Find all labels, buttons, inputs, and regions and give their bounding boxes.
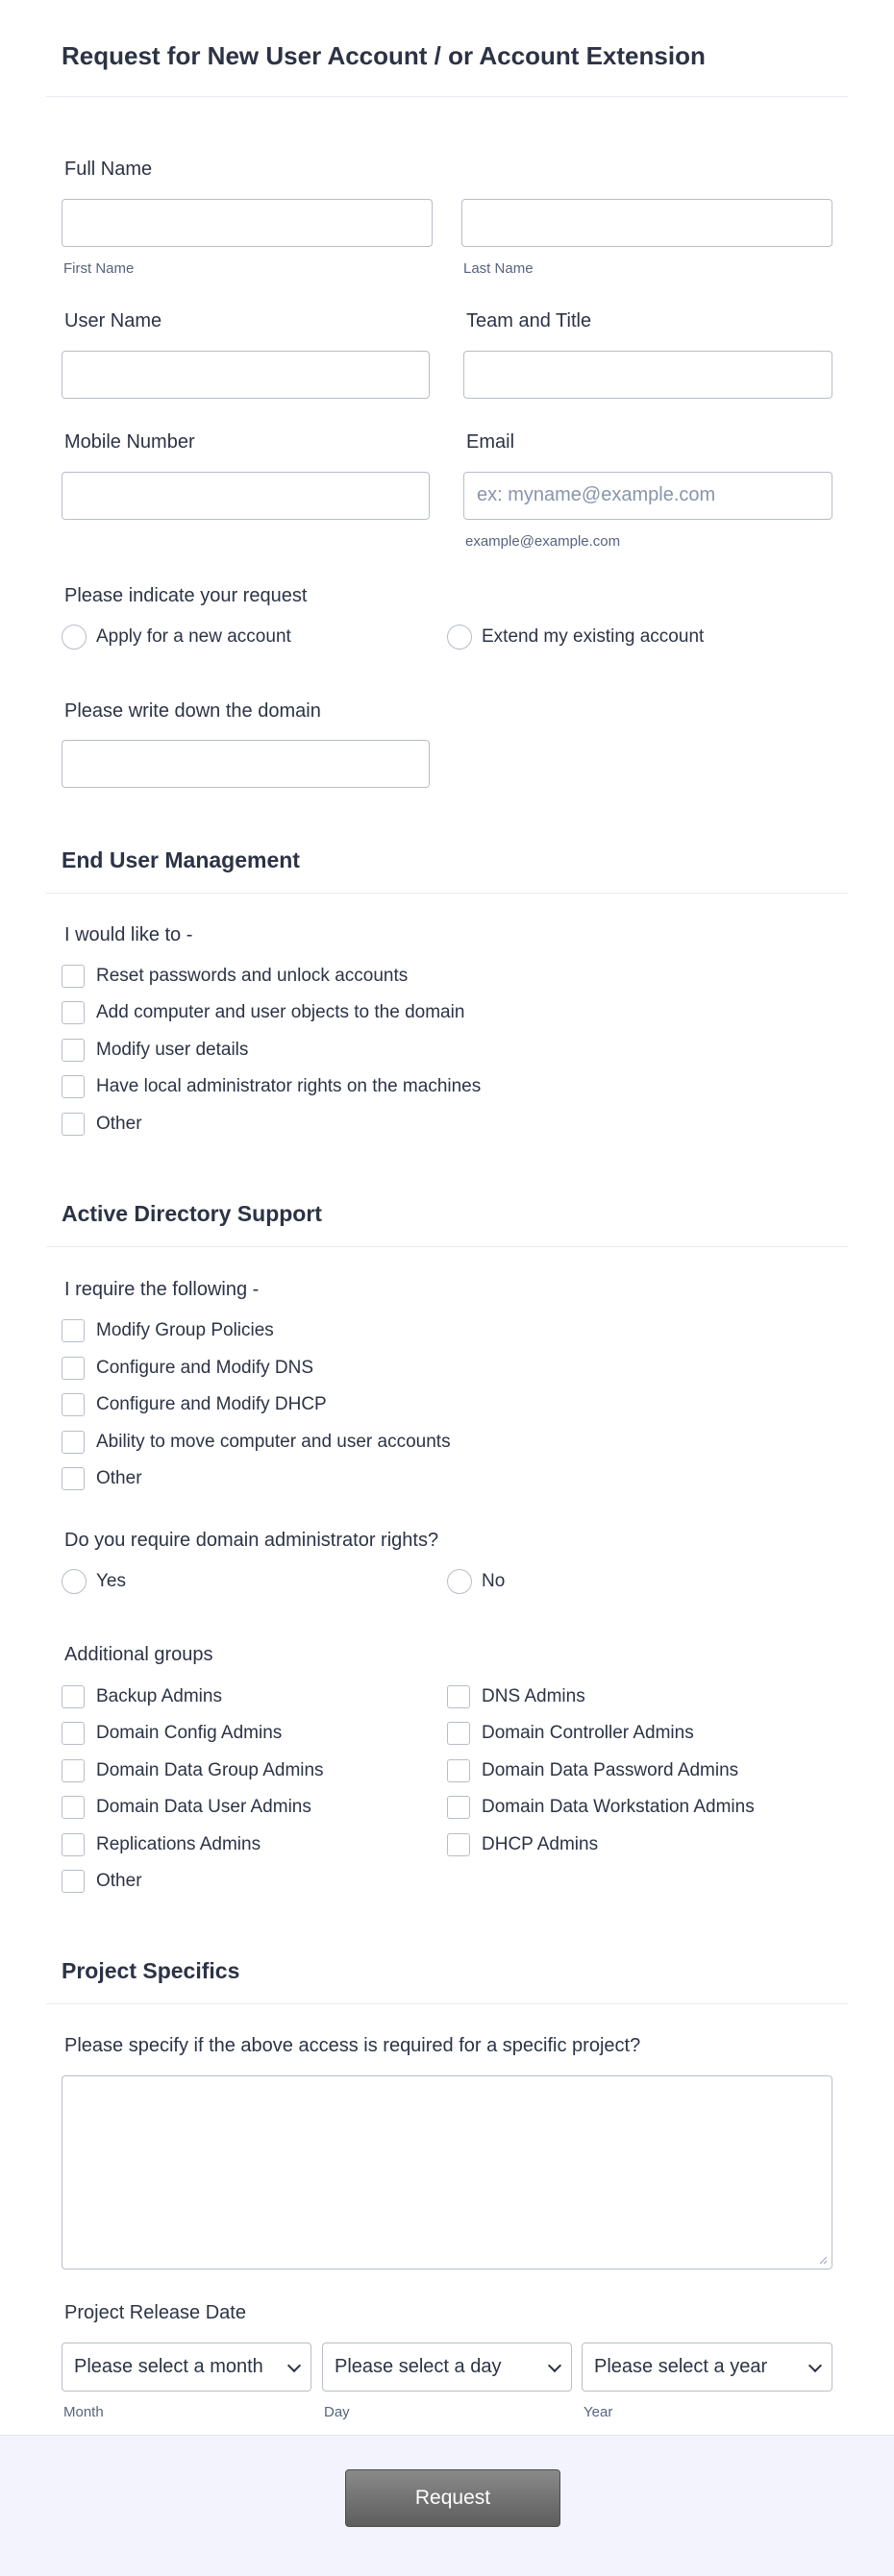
checkbox-box[interactable]	[62, 1431, 85, 1454]
section-active-directory-title: Active Directory Support	[62, 1201, 322, 1226]
checkbox-box[interactable]	[447, 1833, 470, 1856]
chevron-down-icon	[808, 2359, 822, 2372]
first-name-sublabel: First Name	[63, 260, 135, 277]
checkbox-end-user-other[interactable]	[62, 1111, 142, 1138]
checkbox-box[interactable]	[62, 1001, 85, 1024]
project-access-textarea[interactable]	[62, 2075, 832, 2269]
checkbox-box[interactable]	[62, 1833, 85, 1856]
day-select-value: Please select a day	[335, 2356, 502, 2377]
additional-groups-label: Additional groups	[64, 1644, 213, 1665]
checkbox-box[interactable]	[62, 1393, 85, 1416]
domain-label: Please write down the domain	[64, 700, 321, 722]
checkbox-box[interactable]	[62, 1467, 85, 1490]
checkbox-label: Domain Data Group Admins	[96, 1760, 324, 1780]
radio-circle[interactable]	[62, 625, 87, 650]
mobile-number-input[interactable]	[62, 472, 430, 520]
team-title-input[interactable]	[463, 351, 832, 399]
resize-handle-icon[interactable]	[818, 2255, 828, 2265]
checkbox-box[interactable]	[62, 1722, 85, 1745]
request-type-label: Please indicate your request	[64, 585, 308, 606]
checkbox-label: DNS Admins	[482, 1686, 585, 1706]
radio-yes[interactable]	[62, 1568, 126, 1595]
checkbox-domain-data-group-admins[interactable]	[62, 1757, 324, 1784]
ad-requires-label: I require the following -	[64, 1279, 260, 1300]
checkbox-label: Modify Group Policies	[96, 1320, 274, 1340]
checkbox-label: Backup Admins	[96, 1686, 222, 1706]
checkbox-domain-data-workstation-admins[interactable]	[447, 1794, 755, 1821]
checkbox-label: Configure and Modify DNS	[96, 1358, 313, 1378]
radio-label: No	[482, 1571, 506, 1591]
chevron-down-icon	[548, 2359, 561, 2372]
checkbox-label: Other	[96, 1871, 142, 1891]
year-sublabel: Year	[584, 2404, 613, 2420]
checkbox-label: Other	[96, 1468, 142, 1488]
last-name-input[interactable]	[461, 199, 832, 247]
checkbox-label: Replications Admins	[96, 1834, 261, 1854]
email-label: Email	[466, 431, 515, 453]
month-sublabel: Month	[63, 2404, 104, 2420]
domain-admin-label: Do you require domain administrator rights?	[64, 1530, 439, 1551]
checkbox-box[interactable]	[447, 1685, 470, 1708]
release-date-label: Project Release Date	[64, 2302, 246, 2323]
checkbox-dhcp-admins[interactable]	[447, 1831, 598, 1858]
checkbox-label: Modify user details	[96, 1040, 249, 1060]
checkbox-dhcp[interactable]	[62, 1391, 327, 1418]
checkbox-box[interactable]	[62, 965, 85, 988]
checkbox-box[interactable]	[62, 1075, 85, 1098]
checkbox-box[interactable]	[62, 1113, 85, 1136]
radio-circle[interactable]	[447, 625, 472, 650]
checkbox-group-policies[interactable]	[62, 1317, 274, 1344]
checkbox-box[interactable]	[62, 1357, 85, 1380]
team-title-label: Team and Title	[466, 310, 592, 331]
day-select[interactable]	[322, 2343, 572, 2392]
month-select[interactable]	[62, 2343, 311, 2392]
checkbox-label: Configure and Modify DHCP	[96, 1394, 327, 1414]
checkbox-label: DHCP Admins	[482, 1834, 599, 1854]
checkbox-label: Domain Config Admins	[96, 1723, 283, 1743]
checkbox-box[interactable]	[447, 1722, 470, 1745]
section-divider	[46, 1246, 848, 1247]
chevron-down-icon	[287, 2359, 301, 2372]
checkbox-label: Have local administrator rights on the machines	[96, 1076, 482, 1096]
checkbox-domain-config-admins[interactable]	[62, 1720, 282, 1747]
checkbox-label: Other	[96, 1114, 142, 1134]
checkbox-local-admin[interactable]	[62, 1073, 481, 1100]
radio-label: Yes	[96, 1571, 126, 1591]
section-divider	[46, 893, 848, 894]
checkbox-box[interactable]	[62, 1039, 85, 1062]
radio-extend-account[interactable]	[447, 624, 704, 650]
form-title: Request for New User Account / or Account Extension	[62, 41, 706, 70]
checkbox-box[interactable]	[62, 1870, 85, 1893]
checkbox-domain-controller-admins[interactable]	[447, 1720, 694, 1747]
checkbox-modify-user[interactable]	[62, 1037, 248, 1064]
checkbox-box[interactable]	[447, 1759, 470, 1782]
email-input[interactable]: ex: myname@example.com	[463, 472, 832, 520]
checkbox-box[interactable]	[447, 1796, 470, 1819]
checkbox-label: Domain Data Password Admins	[482, 1760, 739, 1780]
end-user-label: I would like to -	[64, 924, 193, 945]
radio-circle[interactable]	[447, 1569, 472, 1594]
last-name-sublabel: Last Name	[463, 260, 534, 277]
checkbox-label: Domain Data User Admins	[96, 1797, 311, 1817]
checkbox-domain-data-password-admins[interactable]	[447, 1757, 738, 1784]
checkbox-box[interactable]	[62, 1759, 85, 1782]
checkbox-label: Reset passwords and unlock accounts	[96, 966, 409, 986]
month-select-value: Please select a month	[74, 2356, 263, 2377]
checkbox-label: Domain Controller Admins	[482, 1723, 694, 1743]
checkbox-ad-other[interactable]	[62, 1465, 142, 1492]
checkbox-dns-admins[interactable]	[447, 1683, 585, 1710]
project-access-label: Please specify if the above access is required for a specific project?	[64, 2035, 641, 2056]
checkbox-dns[interactable]	[62, 1355, 313, 1382]
day-sublabel: Day	[324, 2404, 350, 2420]
radio-label: Apply for a new account	[96, 626, 291, 647]
checkbox-move-accounts[interactable]	[62, 1429, 451, 1456]
radio-label: Extend my existing account	[482, 626, 705, 647]
request-button[interactable]: Request	[345, 2469, 560, 2527]
radio-circle[interactable]	[62, 1569, 87, 1594]
checkbox-groups-other[interactable]	[62, 1868, 142, 1895]
checkbox-label: Ability to move computer and user accounts	[96, 1432, 451, 1452]
year-select-value: Please select a year	[594, 2356, 768, 2377]
checkbox-label: Domain Data Workstation Admins	[482, 1797, 755, 1817]
checkbox-domain-data-user-admins[interactable]	[62, 1794, 311, 1821]
full-name-label: Full Name	[64, 159, 153, 180]
first-name-input[interactable]	[62, 199, 433, 247]
checkbox-box[interactable]	[62, 1796, 85, 1819]
section-divider	[46, 2003, 848, 2004]
checkbox-backup-admins[interactable]	[62, 1683, 222, 1710]
checkbox-replications-admins[interactable]	[62, 1831, 261, 1858]
checkbox-box[interactable]	[62, 1319, 85, 1342]
checkbox-reset-passwords[interactable]	[62, 963, 408, 990]
user-name-input[interactable]	[62, 351, 430, 399]
radio-no[interactable]	[447, 1568, 505, 1595]
email-sublabel: example@example.com	[465, 533, 621, 550]
radio-new-account[interactable]	[62, 624, 291, 650]
section-project-title: Project Specifics	[62, 1958, 240, 1983]
checkbox-label: Add computer and user objects to the domain	[96, 1002, 465, 1022]
checkbox-add-objects[interactable]	[62, 999, 464, 1026]
section-end-user-title: End User Management	[62, 847, 300, 872]
year-select[interactable]	[582, 2343, 832, 2392]
title-divider	[46, 96, 848, 97]
user-name-label: User Name	[64, 310, 162, 331]
mobile-number-label: Mobile Number	[64, 431, 195, 453]
domain-input[interactable]	[62, 740, 430, 788]
checkbox-box[interactable]	[62, 1685, 85, 1708]
